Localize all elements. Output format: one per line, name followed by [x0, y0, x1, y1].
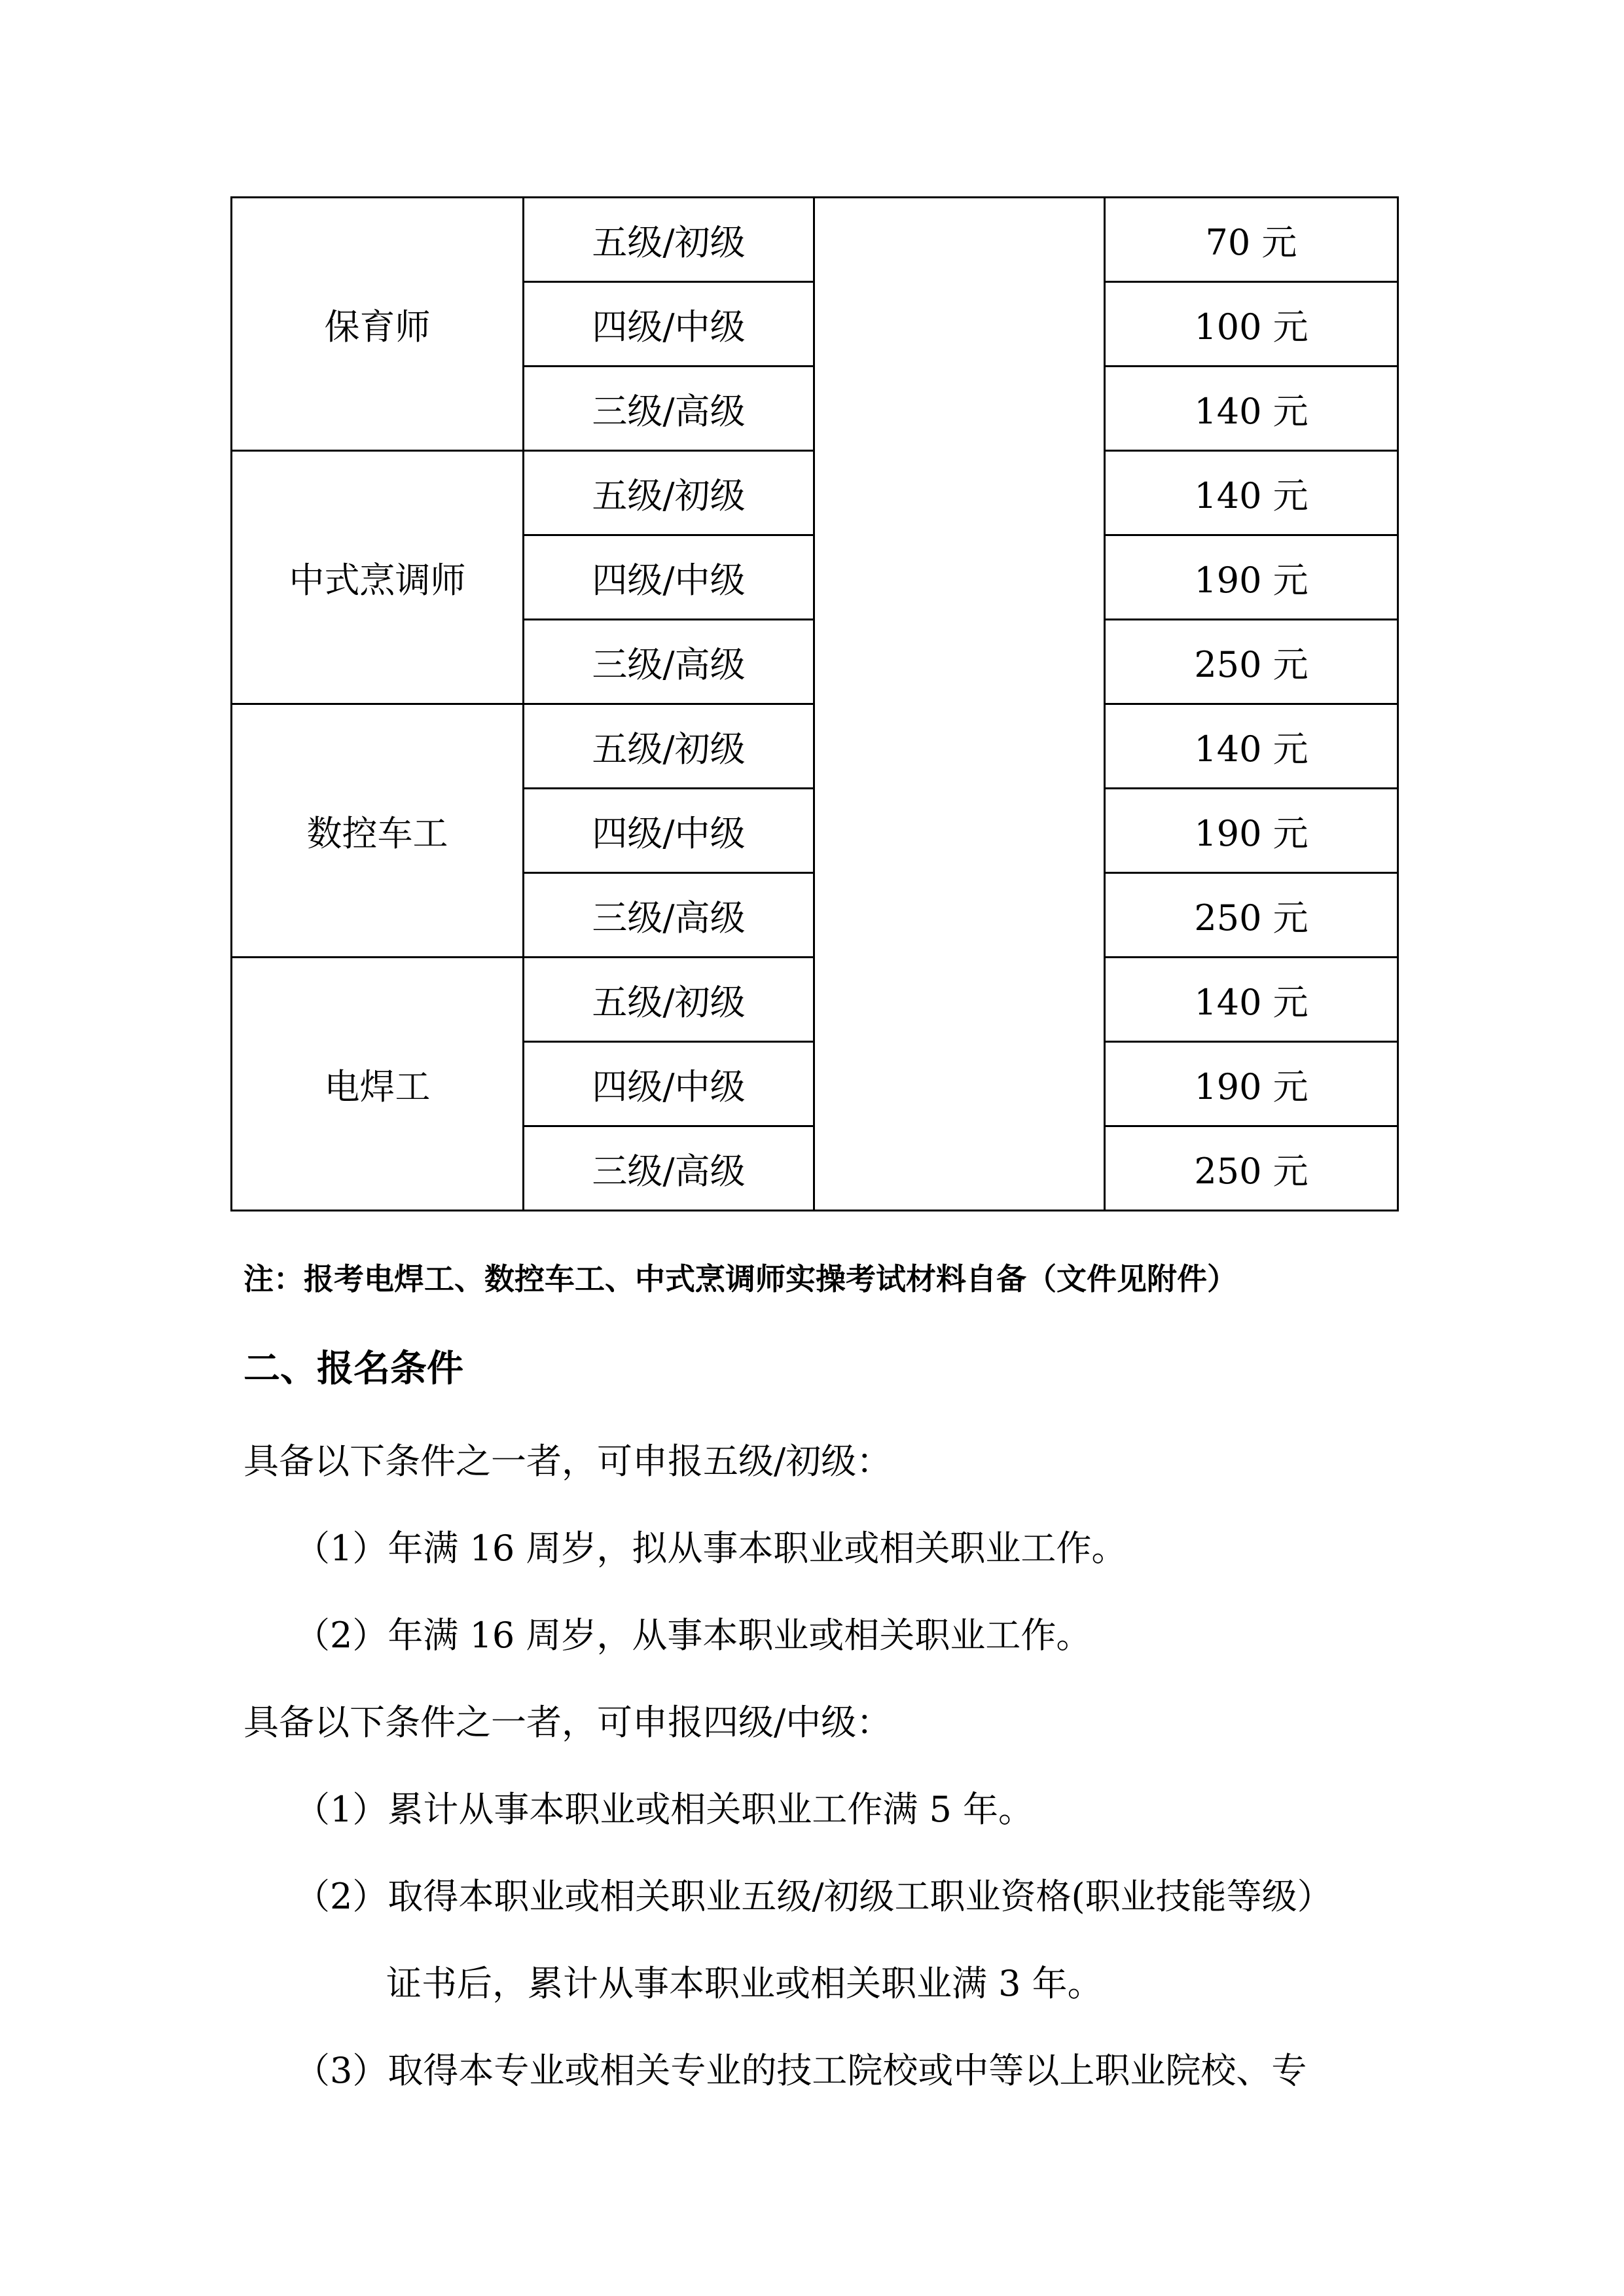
fee-cell: 250 元	[1105, 1126, 1398, 1211]
fee-cell: 140 元	[1105, 704, 1398, 789]
occupation-cell: 电焊工	[232, 958, 524, 1211]
level-cell: 三级/高级	[524, 620, 814, 704]
table-note: 注：报考电焊工、数控车工、中式烹调师实操考试材料自备（文件见附件）	[244, 1261, 1237, 1297]
occupation-cell: 保育师	[232, 198, 524, 451]
blank-column-cell	[814, 198, 1105, 1211]
level-cell: 四级/中级	[524, 1042, 814, 1126]
fee-cell: 140 元	[1105, 451, 1398, 535]
level-cell: 五级/初级	[524, 451, 814, 535]
fee-cell: 140 元	[1105, 367, 1398, 451]
fee-cell: 190 元	[1105, 789, 1398, 873]
fee-cell: 190 元	[1105, 1042, 1398, 1126]
fee-cell: 190 元	[1105, 535, 1398, 620]
fee-cell: 100 元	[1105, 282, 1398, 367]
level-cell: 三级/高级	[524, 873, 814, 958]
level-cell: 三级/高级	[524, 1126, 814, 1211]
fee-cell: 70 元	[1105, 198, 1398, 282]
junior-item: （1）年满 16 周岁，拟从事本职业或相关职业工作。	[295, 1528, 1127, 1569]
level-cell: 五级/初级	[524, 958, 814, 1042]
occupation-cell: 中式烹调师	[232, 451, 524, 704]
intermediate-item-continued: 证书后，累计从事本职业或相关职业满 3 年。	[386, 1963, 1103, 2004]
level-cell: 四级/中级	[524, 535, 814, 620]
intermediate-item: （2）取得本职业或相关职业五级/初级工职业资格(职业技能等级）	[295, 1876, 1333, 1917]
intermediate-item: （1）累计从事本职业或相关职业工作满 5 年。	[295, 1789, 1034, 1830]
fee-cell: 140 元	[1105, 958, 1398, 1042]
section-title: 二、报名条件	[244, 1348, 463, 1390]
junior-intro: 具备以下条件之一者，可申报五级/初级：	[244, 1441, 892, 1482]
level-cell: 五级/初级	[524, 704, 814, 789]
occupation-cell: 数控车工	[232, 704, 524, 958]
fee-cell: 250 元	[1105, 873, 1398, 958]
intermediate-intro: 具备以下条件之一者，可申报四级/中级：	[244, 1702, 892, 1743]
fee-cell: 250 元	[1105, 620, 1398, 704]
level-cell: 三级/高级	[524, 367, 814, 451]
fee-table	[230, 196, 1399, 1211]
junior-item: （2）年满 16 周岁，从事本职业或相关职业工作。	[295, 1615, 1092, 1656]
level-cell: 四级/中级	[524, 282, 814, 367]
level-cell: 五级/初级	[524, 198, 814, 282]
intermediate-item: （3）取得本专业或相关专业的技工院校或中等以上职业院校、专	[295, 2050, 1307, 2091]
table-row	[232, 198, 1398, 282]
level-cell: 四级/中级	[524, 789, 814, 873]
